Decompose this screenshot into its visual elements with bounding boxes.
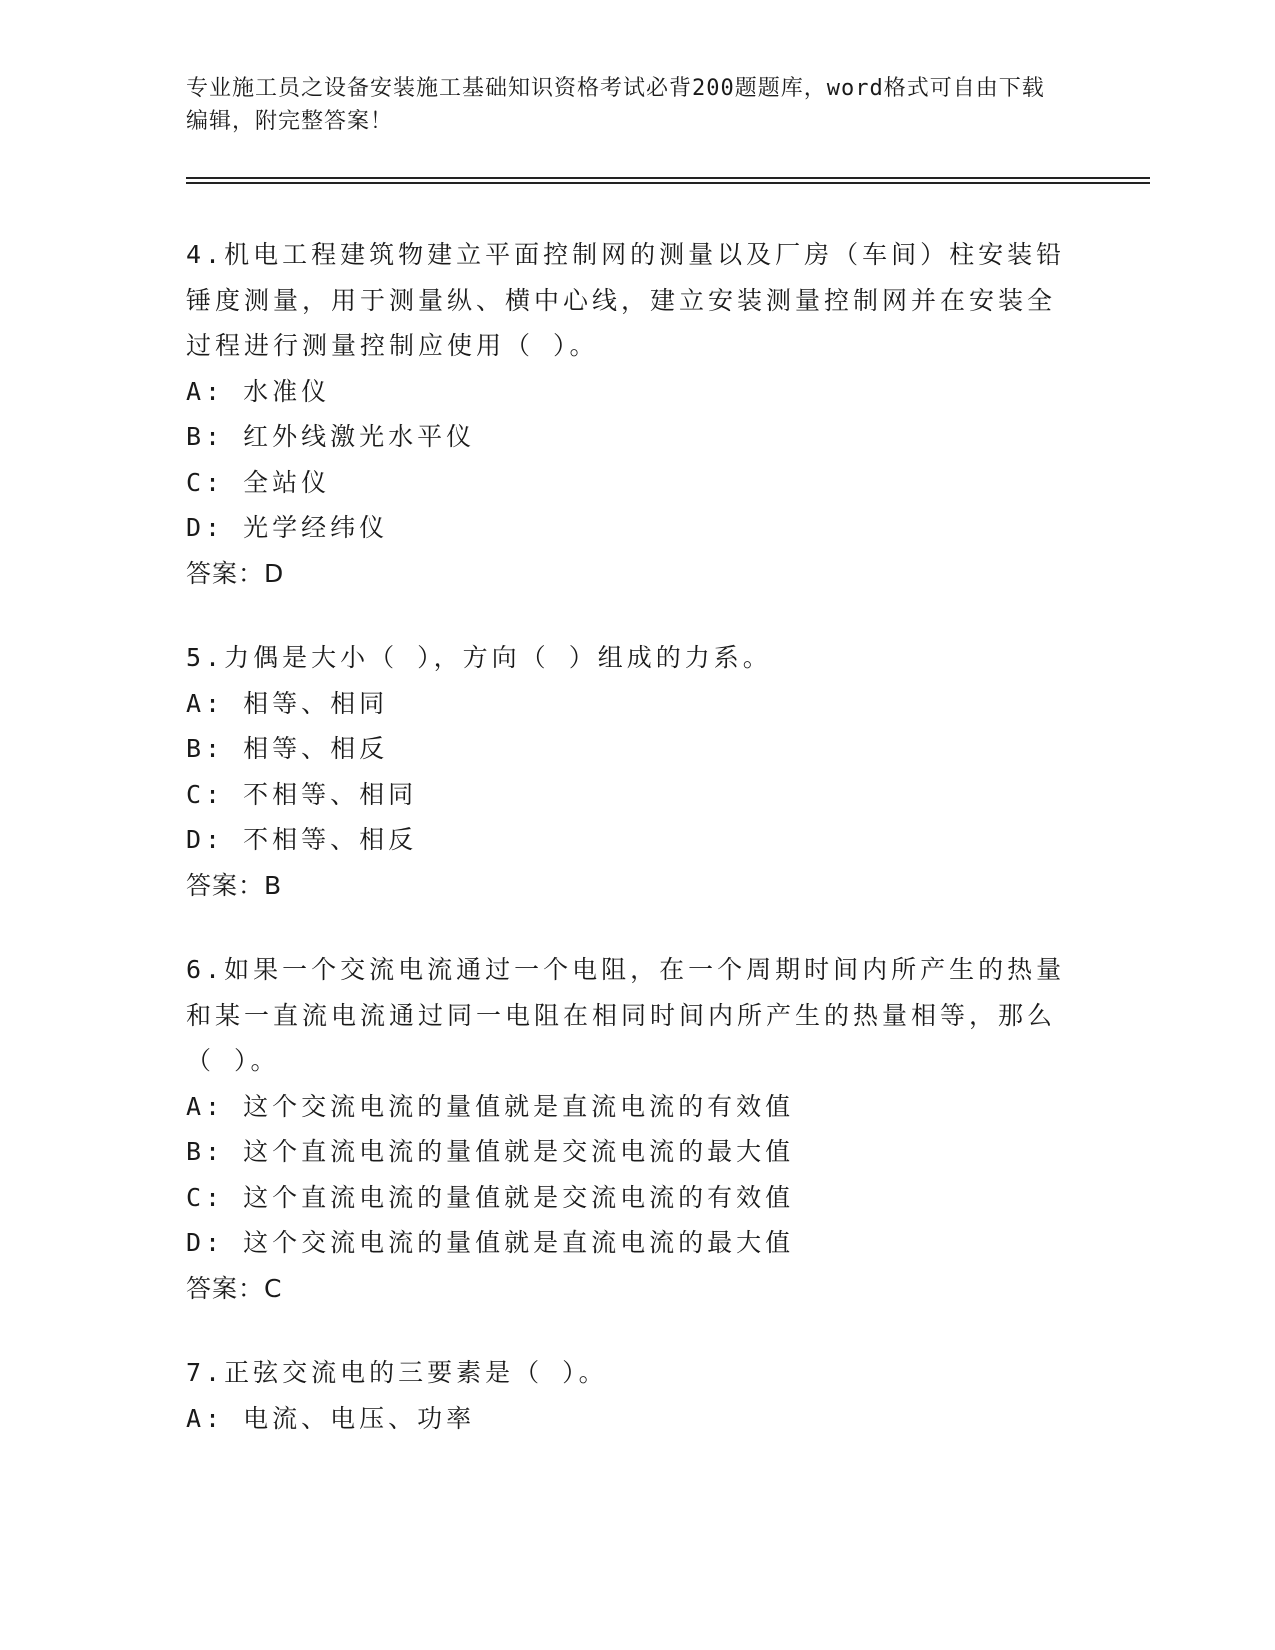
question-text: 过程进行测量控制应使用（ ）。 [186,331,599,360]
page-header: 专业施工员之设备安装施工基础知识资格考试必背200题题库，word格式可自由下载编辑，附完整答案！ [186,76,1045,134]
question-text: 4.机电工程建筑物建立平面控制网的测量以及厂房（车间）柱安装铅 [186,240,1066,269]
option-c: C: 不相等、相同 [186,779,418,809]
option-a: A: 这个交流电流的量值就是直流电流的有效值 [186,1091,795,1121]
question-list [186,232,1066,1480]
question-text: 和某一直流电流通过同一电阻在相同时间内所产生的热量相等，那么 [186,1000,1057,1030]
option-d: D: 不相等、相反 [186,825,418,854]
question-6 [186,947,1066,1311]
question-text: 5.力偶是大小（ ），方向（ ）组成的力系。 [186,643,772,672]
option-b: B: 相等、相反 [186,734,389,763]
question-7 [186,1350,1066,1441]
option-b: B: 红外线激光水平仪 [186,422,476,451]
question-text: 锤度测量，用于测量纵、横中心线，建立安装测量控制网并在安装全 [186,285,1057,315]
answer-line: 答案：C [186,1273,283,1303]
option-a: A: 水准仪 [186,376,331,406]
option-c: C: 这个直流电流的量值就是交流电流的有效值 [186,1182,795,1212]
question-text: 7.正弦交流电的三要素是（ ）。 [186,1358,608,1387]
question-5 [186,635,1066,908]
option-a: A: 电流、电压、功率 [186,1403,476,1433]
option-a: A: 相等、相同 [186,688,389,718]
question-4 [186,232,1066,596]
header-rule-bottom [186,182,1150,184]
header-rule-top [186,177,1150,179]
option-b: B: 这个直流电流的量值就是交流电流的最大值 [186,1137,795,1166]
option-c: C: 全站仪 [186,467,331,497]
answer-line: 答案：D [186,558,285,588]
option-d: D: 这个交流电流的量值就是直流电流的最大值 [186,1228,795,1257]
question-text: 6.如果一个交流电流通过一个电阻，在一个周期时间内所产生的热量 [186,955,1066,984]
option-d: D: 光学经纬仪 [186,513,389,542]
answer-line: 答案：B [186,870,283,900]
question-text: （ ）。 [186,1046,280,1075]
